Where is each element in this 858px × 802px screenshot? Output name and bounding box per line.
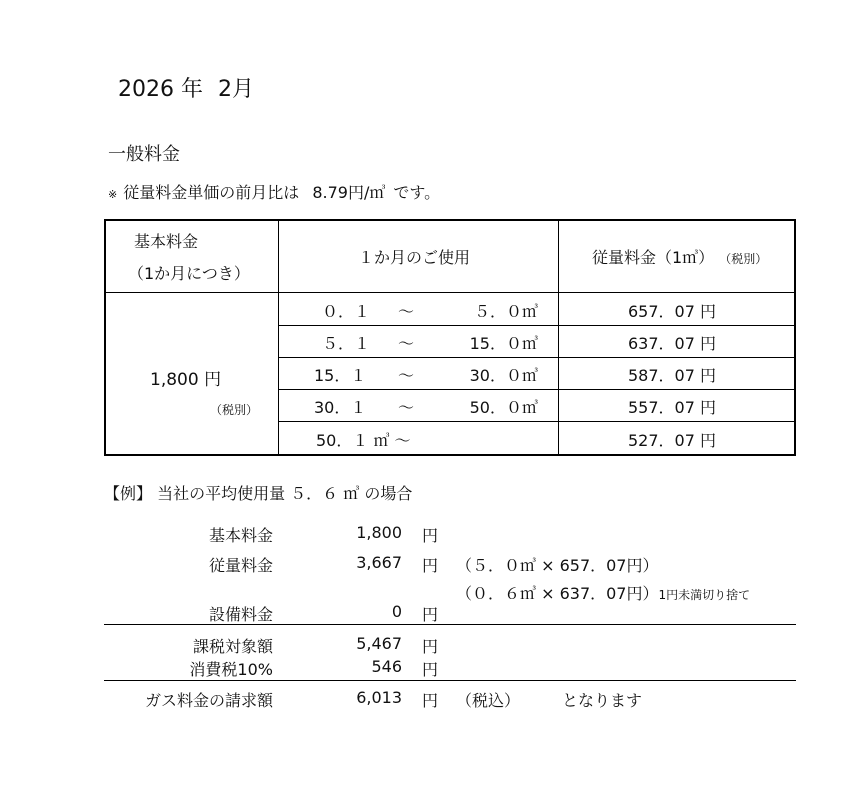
example-amount: 6,013 xyxy=(356,688,402,707)
table-divider xyxy=(278,357,794,358)
rate-change-note xyxy=(108,180,440,203)
row-from: 30．１ xyxy=(314,398,367,417)
table-divider xyxy=(278,421,794,422)
example-amount: 0 xyxy=(391,602,402,621)
usage-detail xyxy=(456,581,750,604)
row-from: 50．１ ㎥ ～ xyxy=(316,431,411,450)
header-basic-fee-sub: （1か月につき） xyxy=(128,264,250,283)
basic-fee-amount: 1,800 円 xyxy=(150,370,222,390)
header-rate xyxy=(592,245,767,268)
header-rate-note: （税別） xyxy=(719,252,768,266)
example-amount: 1,800 xyxy=(356,523,402,542)
example-label: 課税対象額 xyxy=(192,637,273,656)
table-divider xyxy=(106,292,794,293)
row-rate: 557．07 円 xyxy=(628,398,716,417)
usage-detail: （５．０㎥ × 657．07円） xyxy=(456,556,659,575)
note-mark: ※ xyxy=(108,188,118,201)
tax-included-note: （税込） xyxy=(456,691,521,710)
rate-table xyxy=(104,219,796,456)
table-divider xyxy=(278,389,794,390)
table-divider xyxy=(558,221,559,454)
example-amount: 3,667 xyxy=(356,553,402,572)
row-tilde: ～ xyxy=(398,398,415,417)
example-label: 従量料金 xyxy=(208,556,273,575)
yen-unit: 円 xyxy=(422,691,439,710)
yen-unit: 円 xyxy=(422,605,439,624)
example-amount: 546 xyxy=(371,657,402,676)
header-usage: １か月のご使用 xyxy=(358,248,471,267)
example-label: 基本料金 xyxy=(208,526,273,545)
divider-line xyxy=(104,680,796,681)
yen-unit: 円 xyxy=(422,556,439,575)
section-title: 一般料金 xyxy=(108,144,180,165)
row-rate: 637．07 円 xyxy=(628,334,716,353)
table-divider xyxy=(278,221,279,454)
row-tilde: ～ xyxy=(398,334,415,353)
example-label: 消費税10% xyxy=(189,660,273,679)
row-rate: 657．07 円 xyxy=(628,302,716,321)
row-rate: 587．07 円 xyxy=(628,366,716,385)
example-title: 【例】 当社の平均使用量 ５．６ ㎥ の場合 xyxy=(104,484,413,503)
month: 2月 xyxy=(218,77,255,102)
row-from: ５．１ xyxy=(322,334,371,353)
row-tilde: ～ xyxy=(398,366,415,385)
table-divider xyxy=(278,325,794,326)
note-prefix: 従量料金単価の前月比は xyxy=(123,183,300,202)
usage-detail-text: （０．６㎥ × 637．07円） xyxy=(456,584,659,603)
yen-unit: 円 xyxy=(422,660,439,679)
example-label: ガス料金の請求額 xyxy=(144,691,273,710)
basic-fee-tax-note: （税別） xyxy=(210,403,259,417)
yen-unit: 円 xyxy=(422,526,439,545)
divider-line xyxy=(104,624,796,625)
total-suffix: となります xyxy=(562,691,643,710)
row-from: ０．１ xyxy=(322,302,371,321)
note-suffix: です。 xyxy=(393,183,441,202)
row-tilde: ～ xyxy=(398,302,415,321)
row-rate: 527．07 円 xyxy=(628,431,716,450)
rounding-note: 1円未満切り捨て xyxy=(658,588,751,602)
header-basic-fee: 基本料金 xyxy=(134,232,199,251)
row-to: ５．０㎥ xyxy=(473,302,538,321)
header-rate-main: 従量料金（1㎥） xyxy=(592,248,715,267)
row-from: 15．１ xyxy=(314,366,367,385)
example-label: 設備料金 xyxy=(208,605,273,624)
yen-unit: 円 xyxy=(422,637,439,656)
note-value: 8.79円/㎥ xyxy=(312,183,386,202)
year-unit: 年 xyxy=(181,77,204,102)
example-amount: 5,467 xyxy=(356,634,402,653)
row-to: 15．０㎥ xyxy=(469,334,538,353)
row-to: 50．０㎥ xyxy=(469,398,538,417)
row-to: 30．０㎥ xyxy=(469,366,538,385)
page-title xyxy=(118,72,254,103)
year: 2026 xyxy=(118,77,174,102)
